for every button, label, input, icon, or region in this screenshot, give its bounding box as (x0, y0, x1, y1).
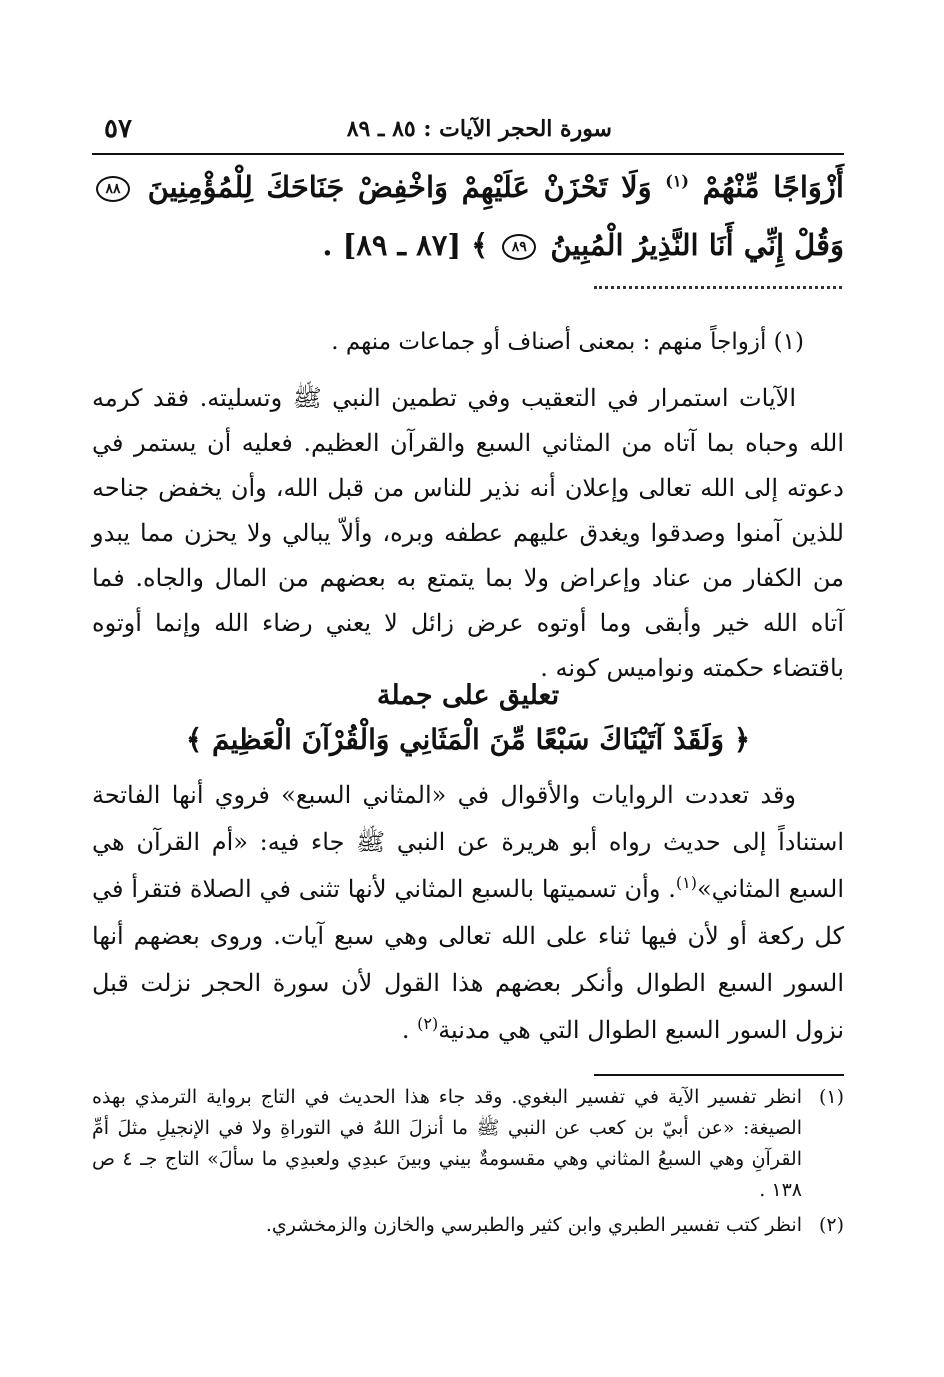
ayah-number-88: ٨٨ (96, 176, 130, 202)
verse-reference: ﴾ [٨٧ ـ ٨٩] . (322, 228, 489, 262)
section-verse: ﴿ وَلَقَدْ آتَيْنَاكَ سَبْعًا مِّنَ الْمَثَانِي وَالْقُرْآنَ الْعَظِيمَ ﴾ (185, 723, 751, 756)
paragraph-text-part-c: . (401, 1016, 418, 1044)
verse-text-part1: أَزْوَاجًا مِّنْهُمْ (702, 170, 844, 204)
footnote-number: (٢) (818, 1214, 844, 1236)
quran-verse-block (92, 158, 844, 274)
footnote-marker: (١) (665, 171, 689, 191)
footnote-rule (594, 1074, 844, 1076)
footnote-number: (١) (818, 1086, 844, 1108)
footnote-text: انظر كتب تفسير الطبري وابن كثير والطبرسي والخازن والزمخشري. (265, 1214, 802, 1236)
footnote-marker-2: (٢) (417, 1014, 439, 1033)
section-heading: تعليق على جملة (376, 680, 560, 711)
dotted-separator (594, 286, 842, 293)
header-rule (92, 153, 844, 155)
paragraph-text-2 (92, 772, 844, 1054)
page-header (92, 112, 842, 152)
verse-text-part3: وَقُلْ إِنِّي أَنَا النَّذِيرُ الْمُبِينُ (550, 228, 844, 262)
footnotes (92, 1082, 844, 1245)
verse-gloss-footnote: (١) أزواجاً منهم : بمعنى أصناف أو جماعات منهم . (331, 329, 804, 355)
footnote-1 (92, 1082, 844, 1206)
verse-text-part2: وَلَا تَحْزَنْ عَلَيْهِمْ وَاخْفِضْ جَنَاحَكَ لِلْمُؤْمِنِينَ (147, 170, 652, 204)
footnote-2 (92, 1210, 844, 1241)
footnote-text: انظر تفسير الآية في تفسير البغوي. وقد جاء هذا الحديث في التاج برواية الترمذي بهذه الصيغة: «عن أبيّ بن كعب عن النبي ﷺ ما أنزلَ اللهُ في التوراةِ ولا في الإنجيلِ مثلَ أمِّ القرآنِ وهي السبعُ المثاني وهي مقسومةٌ بيني وبينَ عبدِي ولعبدِي ما سألَ» التاج جـ ٤ ص ١٣٨ . (92, 1086, 802, 1201)
commentary-paragraph-2 (92, 772, 844, 1054)
ayah-number-89: ٨٩ (502, 234, 536, 260)
running-title: سورة الحجر الآيات : ٨٥ ـ ٨٩ (346, 116, 612, 142)
paragraph-text: الآيات استمرار في التعقيب وفي تطمين النبي ﷺ وتسليته. فقد كرمه الله وحباه بما آتاه من المثاني السبع والقرآن العظيم. فعليه أن يستمر في دعوته إلى الله تعالى وإعلان أنه نذير للناس من قبل الله، وأن يخفض جناحه للذين آمنوا وصدقوا ويغدق عليهم عطفه وبره، وألاّ يبالي ولا يحزن مما يبدو من الكفار من عناد وإعراض ولا بما يتمتع به بعضهم من المال والجاه. فما آتاه الله خير وأبقى وما أوتوه عرض زائل لا يعني رضاء الله وإنما أوتوه باقتضاء حكمته ونواميس كونه . (92, 384, 844, 682)
paragraph-text-part-a: وقد تعددت الروايات والأقوال في «المثاني السبع» فروي أنها الفاتحة استناداً إلى حديث رواه أبو هريرة عن النبي ﷺ جاء فيه: «أم القرآن هي السبع المثاني» (92, 781, 845, 903)
footnote-marker-1: (١) (675, 873, 697, 892)
commentary-paragraph (92, 376, 844, 691)
page-number: ٥٧ (104, 114, 132, 144)
paragraph-text-part-b: . وأن تسميتها بالسبع المثاني لأنها تثنى في الصلاة فتقرأ في كل ركعة أو لأن فيها ثناء على الله تعالى وهي سبع آيات. وروى بعضهم أنها السور السبع الطوال وأنكر بعضهم هذا القول لأن سورة الحجر نزلت قبل نزول السور السبع الطوال التي هي مدنية (92, 875, 844, 1044)
